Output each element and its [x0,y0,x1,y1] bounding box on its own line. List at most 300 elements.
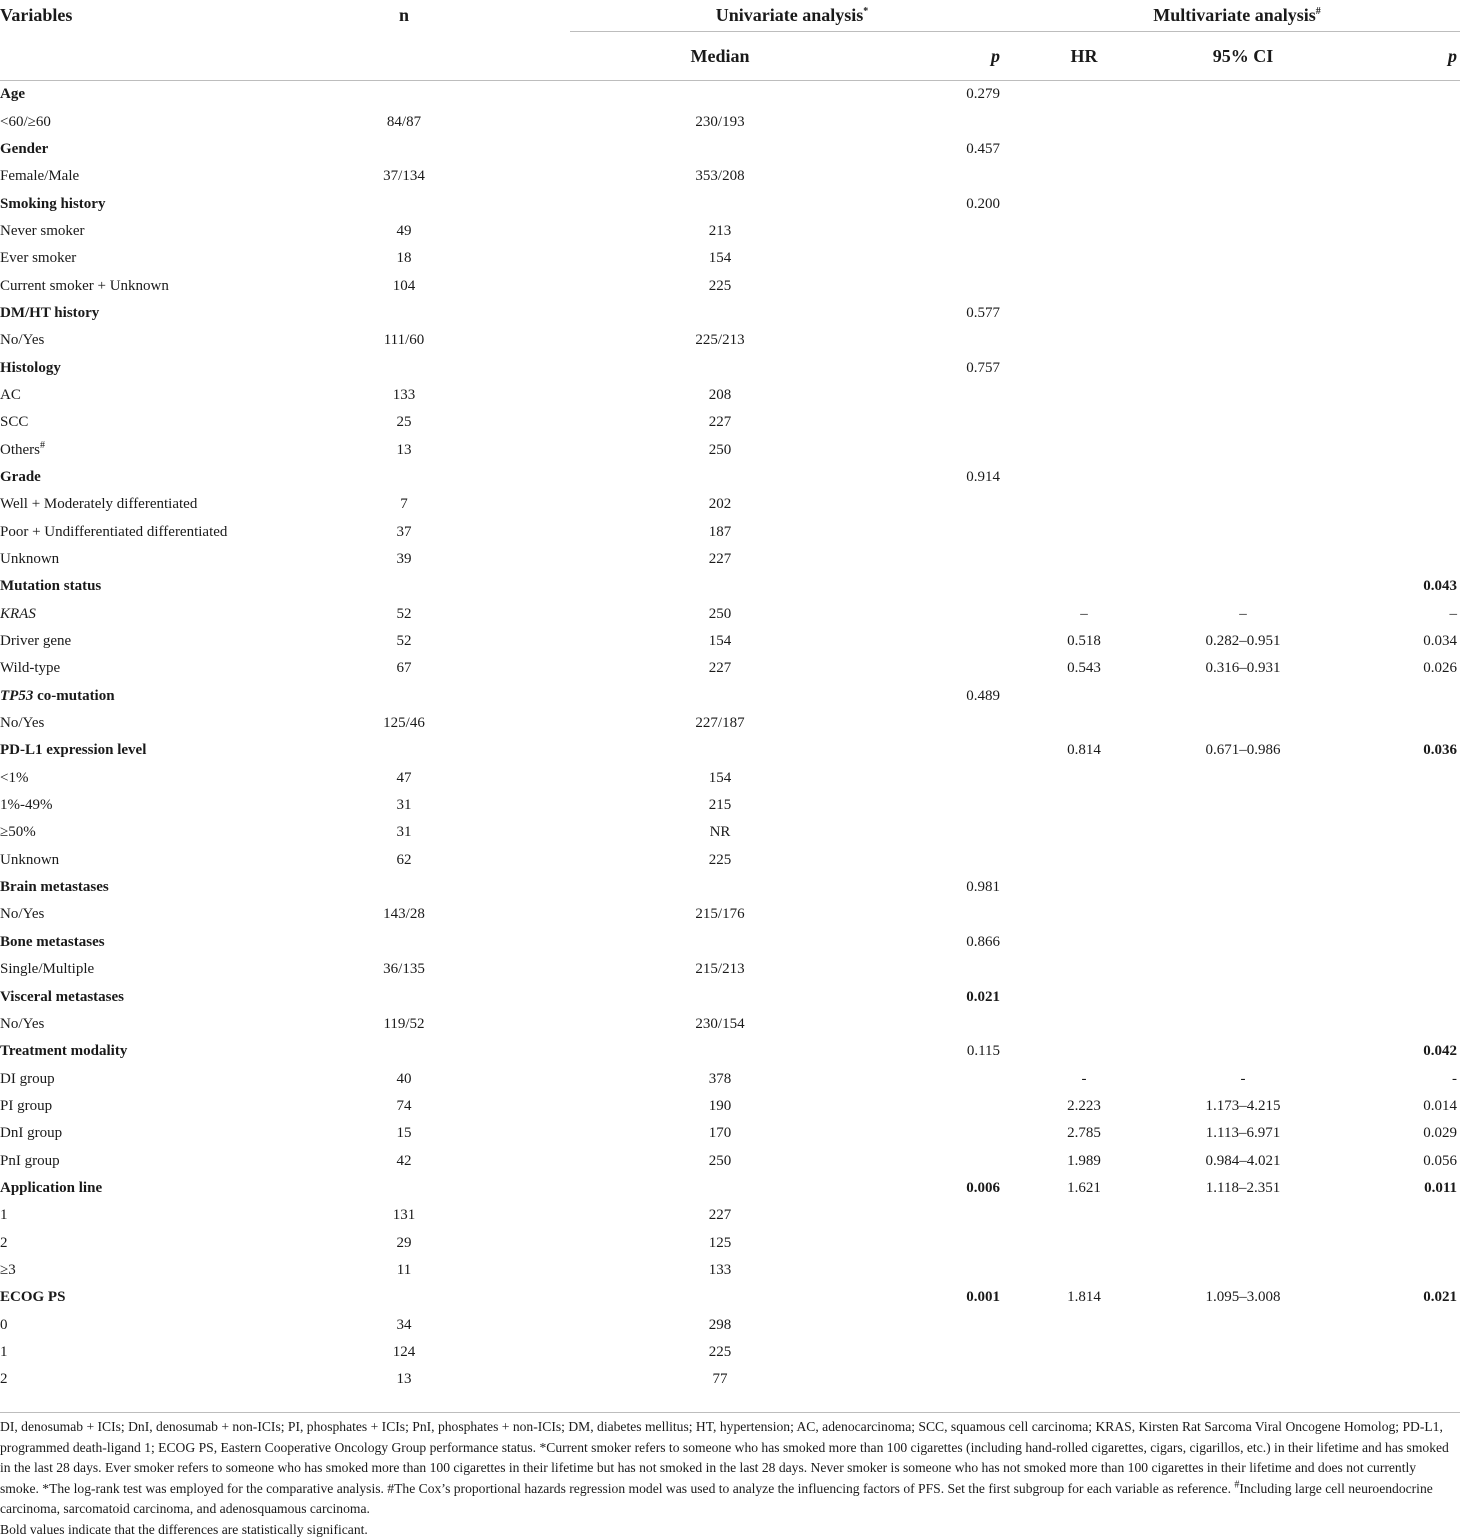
table-row [0,382,1460,409]
p-value-cell [870,108,1014,135]
spacer-cell [526,956,570,983]
median-header: Median [690,45,750,66]
median-cell: 227/187 [695,715,745,732]
variable-cell: ≥3 [0,1261,16,1278]
hr-ci-cell [1014,1175,1314,1202]
median-cell: 250 [708,441,732,458]
median-cell: 190 [708,1097,732,1114]
spacer-cell [526,1311,570,1338]
p2-value-cell [1314,136,1460,163]
variable-cell: Ever smoker [0,250,77,267]
p-value-cell [870,1065,1014,1092]
median-cell: 187 [708,523,732,540]
p-value-cell [870,272,1014,299]
n-cell: 25 [396,414,412,431]
median-cell [570,81,870,109]
hr-ci-cell [1014,1366,1314,1393]
median-cell [570,300,870,327]
p2-value-cell [1314,710,1460,737]
p2-value-cell [1314,1229,1460,1256]
p2-value-cell [1314,983,1460,1010]
spacer-cell [526,847,570,874]
p-value-cell [870,819,1014,846]
n-cell: 31 [396,824,412,841]
p2-value-cell [1314,300,1460,327]
p2-value-cell [1314,874,1460,901]
spacer-cell [526,1257,570,1284]
spacer-cell [526,1011,570,1038]
variables-header: Variables [0,5,73,26]
median-cell: 225 [708,851,732,868]
median-cell [570,1038,870,1065]
n-cell: 124 [392,1343,416,1360]
median-cell: 133 [708,1261,732,1278]
spacer-cell [526,300,570,327]
p-value-cell [870,1147,1014,1174]
hr-value: 0.518 [1067,633,1101,650]
spacer-cell [526,163,570,190]
variable-cell: Bone metastases [0,933,105,950]
p-value-cell [870,792,1014,819]
n-cell [282,874,526,901]
spacer-cell [526,1175,570,1202]
p-header: p [991,45,1001,66]
n-cell [282,464,526,491]
variable-cell: No/Yes [0,332,45,349]
variable-cell: DM/HT history [0,304,100,321]
p2-value-cell [1314,683,1460,710]
median-cell: 215/213 [695,961,745,978]
median-cell: 225 [708,277,732,294]
n-cell: 125/46 [383,715,425,732]
hr-ci-cell [1014,409,1314,436]
hr-ci-cell [1014,929,1314,956]
hr-ci-cell [1014,382,1314,409]
n-cell: 133 [392,386,416,403]
table-row [0,628,1460,655]
p2-value-cell [1314,1257,1460,1284]
spacer-cell [526,546,570,573]
p-value-cell [870,163,1014,190]
table-row [0,1202,1460,1229]
hr-ci-cell [1014,573,1314,600]
n-cell: 74 [396,1097,412,1114]
hr-value: – [1080,605,1088,622]
variable-cell: Gender [0,140,49,157]
spacer-cell [526,765,570,792]
p-value-cell [870,956,1014,983]
footnote-bold-note: Bold values indicate that the differences are statistically significant. [0,1521,368,1537]
n-cell: 119/52 [383,1015,425,1032]
p2-value-cell [1314,382,1460,409]
variable-cell: Driver gene [0,633,72,650]
variable-cell: Female/Male [0,168,80,185]
p2-value-cell: – [1449,605,1458,622]
p2-value-cell [1314,327,1460,354]
hr-ci-cell [1014,464,1314,491]
spacer-cell [526,327,570,354]
ci-value: 1.113–6.971 [1205,1125,1281,1142]
footnote-text-2: Including large cell neuroendocrine carcinoma, sarcomatoid carcinoma, and adenosquamous carcinoma. [0,1480,1433,1516]
p2-value-cell: 0.021 [1423,1289,1458,1306]
table-row [0,1011,1460,1038]
n-cell: 15 [396,1125,412,1142]
median-cell: 227 [708,1207,732,1224]
n-cell: 37/134 [383,168,425,185]
median-cell: 227 [708,551,732,568]
table-row [0,819,1460,846]
p-value-cell [870,409,1014,436]
ci-value: 1.095–3.008 [1205,1289,1281,1306]
hr-ci-cell [1014,245,1314,272]
table-row [0,436,1460,463]
hr-ci-cell [1014,737,1314,764]
hr-ci-cell [1014,108,1314,135]
n-cell: 131 [392,1207,416,1224]
n-cell [282,1038,526,1065]
median-cell [570,136,870,163]
table-group-row [0,683,1460,710]
n-cell: 62 [396,851,412,868]
hr-ci-cell [1014,1011,1314,1038]
hr-ci-cell [1014,601,1314,628]
p-value-cell [870,1011,1014,1038]
spacer-cell [526,354,570,381]
hr-ci-cell [1014,190,1314,217]
p-value-cell [870,1257,1014,1284]
p2-value-cell: 0.026 [1423,660,1458,677]
p2-value-cell [1314,1011,1460,1038]
p-value-cell: 0.279 [966,86,1001,103]
median-cell: 154 [708,633,732,650]
median-cell: 202 [708,496,732,513]
p2-value-cell: 0.011 [1424,1179,1458,1196]
hr-value: 0.543 [1067,660,1101,677]
p-value-cell: 0.914 [966,468,1001,485]
median-cell: 225 [708,1343,732,1360]
n-cell [282,929,526,956]
median-cell: 250 [708,1152,732,1169]
p-value-cell: 0.866 [966,933,1001,950]
hr-ci-cell [1014,901,1314,928]
median-cell [570,190,870,217]
table-group-row [0,1284,1460,1311]
p-value-cell [870,382,1014,409]
p2-value-cell: 0.042 [1423,1043,1458,1060]
p-value-cell [870,1311,1014,1338]
p2-value-cell [1314,108,1460,135]
variable-cell: Histology [0,359,61,376]
footnote [0,1417,1458,1540]
table-group-row [0,1038,1460,1065]
p-value-cell: 0.577 [966,304,1001,321]
n-cell: 143/28 [383,906,425,923]
median-cell: 225/213 [695,332,745,349]
median-cell: 154 [708,250,732,267]
variable-cell: No/Yes [0,715,45,732]
n-cell [282,683,526,710]
hr-ci-cell [1014,546,1314,573]
variable-cell: No/Yes [0,906,45,923]
spacer-cell [526,491,570,518]
median-cell: 170 [708,1125,732,1142]
spacer-cell [526,710,570,737]
median-cell [570,983,870,1010]
n-cell: 67 [396,660,412,677]
p-value-cell: 0.001 [966,1289,1001,1306]
p2-value-cell [1314,792,1460,819]
variable-cell: Unknown [0,551,60,568]
p-value-cell [870,1229,1014,1256]
spacer-cell [526,136,570,163]
median-cell [570,354,870,381]
median-cell: 298 [708,1316,732,1333]
p2-value-cell [1314,901,1460,928]
variable-cell: 0 [0,1316,8,1333]
hr-value: 0.814 [1067,742,1101,759]
n-cell [282,1175,526,1202]
variable-cell: Poor + Undifferentiated differentiated [0,523,228,540]
n-cell: 52 [396,605,412,622]
n-cell: 52 [396,633,412,650]
variable-cell: Treatment modality [0,1043,128,1060]
p2-value-cell: 0.036 [1423,742,1458,759]
variable-cell: Smoking history [0,195,106,212]
spacer-cell [526,1339,570,1366]
p-value-cell [870,519,1014,546]
n-cell: 40 [396,1070,412,1087]
n-cell [282,354,526,381]
median-cell [570,1284,870,1311]
median-cell: 378 [708,1070,732,1087]
multivariate-header: Multivariate analysis# [1014,0,1460,32]
hr-value: 2.785 [1067,1125,1101,1142]
hr-ci-cell [1014,491,1314,518]
p-value-cell [870,847,1014,874]
table-group-row [0,983,1460,1010]
variable-cell: Grade [0,468,41,485]
table-row [0,1065,1460,1092]
p2-value-cell: 0.056 [1423,1152,1458,1169]
n-cell: 49 [396,222,412,239]
spacer-cell [526,1065,570,1092]
table-group-row [0,874,1460,901]
n-cell: 31 [396,797,412,814]
p2-value-cell [1314,409,1460,436]
median-cell [570,683,870,710]
ci-value: 1.173–4.215 [1205,1097,1281,1114]
table-group-row [0,929,1460,956]
n-cell: 11 [396,1261,412,1278]
p-value-cell [870,327,1014,354]
table-row [0,519,1460,546]
p2-value-cell [1314,354,1460,381]
p-value-cell [870,601,1014,628]
hr-ci-cell [1014,1065,1314,1092]
table-row [0,108,1460,135]
variable-cell: PnI group [0,1152,60,1169]
n-cell: 18 [396,250,412,267]
n-cell: 47 [396,769,412,786]
hr-ci-cell [1014,1284,1314,1311]
hr-ci-cell [1014,519,1314,546]
n-cell: 36/135 [383,961,425,978]
n-cell: 39 [396,551,412,568]
table-row [0,218,1460,245]
table-row [0,847,1460,874]
hr-ci-cell [1014,327,1314,354]
p-value-cell [870,901,1014,928]
spacer-cell [526,1366,570,1393]
median-cell: 230/193 [695,113,745,130]
variable-cell: PI group [0,1097,53,1114]
p2-value-cell [1314,546,1460,573]
spacer-cell [526,901,570,928]
hr-ci-cell [1014,710,1314,737]
variable-cell: DI group [0,1070,55,1087]
hr-value: 1.989 [1067,1152,1101,1169]
variable-cell: 2 [0,1234,8,1251]
variable-cell: Current smoker + Unknown [0,277,169,294]
median-cell: 230/154 [695,1015,745,1032]
variable-cell: Age [0,86,25,103]
table-row [0,1339,1460,1366]
median-cell: 77 [712,1371,728,1388]
median-cell [570,464,870,491]
hr-ci-cell [1014,683,1314,710]
variable-cell: Others# [0,439,45,458]
median-cell [570,1175,870,1202]
spacer-cell [526,737,570,764]
hr-ci-cell [1014,81,1314,109]
p2-value-cell [1314,81,1460,109]
p2-value-cell: 0.034 [1423,633,1458,650]
p2-value-cell [1314,1202,1460,1229]
p-value-cell: 0.200 [966,195,1001,212]
ci-value: 0.316–0.931 [1205,660,1281,677]
spacer-cell [526,81,570,109]
table-group-row [0,136,1460,163]
n-cell: 13 [396,1371,412,1388]
header-row-2 [0,32,1460,81]
table-group-row [0,354,1460,381]
spacer-cell [526,1093,570,1120]
p2-value-cell [1314,1339,1460,1366]
p2-header: p [1448,45,1458,66]
spacer-cell [526,1229,570,1256]
n-cell [282,1284,526,1311]
spacer-cell [526,245,570,272]
p-value-cell [870,655,1014,682]
p2-value-cell [1314,956,1460,983]
variable-cell: PD-L1 expression level [0,742,147,759]
hr-ci-cell [1014,874,1314,901]
n-cell [282,190,526,217]
p-value-cell [870,1093,1014,1120]
median-cell: 213 [708,222,732,239]
p2-value-cell [1314,491,1460,518]
variable-cell: ECOG PS [0,1289,66,1306]
p-value-cell [870,436,1014,463]
n-cell [282,737,526,764]
variable-cell: SCC [0,414,29,431]
spacer-cell [526,272,570,299]
table-row [0,1257,1460,1284]
median-cell: 227 [708,414,732,431]
variable-cell: 1%-49% [0,797,53,814]
table-row [0,710,1460,737]
n-header: n [398,5,409,26]
spacer-cell [526,382,570,409]
table-row [0,245,1460,272]
ci-value: 1.118–2.351 [1205,1179,1281,1196]
variable-cell: DnI group [0,1125,63,1142]
p-value-cell: 0.006 [966,1179,1001,1196]
p-value-cell: 0.757 [966,359,1001,376]
spacer-cell [526,1038,570,1065]
median-cell: NR [709,824,731,841]
variable-cell: 2 [0,1371,8,1388]
p2-value-cell [1314,245,1460,272]
hr-ci-cell [1014,1147,1314,1174]
p-value-cell [870,1366,1014,1393]
n-cell: 104 [392,277,416,294]
hr-ci-cell [1014,1093,1314,1120]
spacer-cell [526,792,570,819]
p-value-cell [870,245,1014,272]
table-row [0,792,1460,819]
p-value-cell [870,1339,1014,1366]
variable-cell: AC [0,386,21,403]
p2-value-cell: - [1452,1070,1458,1087]
table-row [0,956,1460,983]
variable-cell: Mutation status [0,578,102,595]
median-cell: 227 [708,660,732,677]
table-row [0,409,1460,436]
hr-ci-cell [1014,792,1314,819]
table-group-row [0,81,1460,109]
p2-value-cell: 0.043 [1423,578,1458,595]
p2-value-cell [1314,519,1460,546]
variable-cell: <1% [0,769,29,786]
p2-value-cell [1314,436,1460,463]
variable-cell: No/Yes [0,1015,45,1032]
hr-ci-cell [1014,436,1314,463]
variable-cell: <60/≥60 [0,113,51,130]
hr-value: - [1081,1070,1087,1087]
table-row [0,327,1460,354]
table-row [0,272,1460,299]
n-cell: 34 [396,1316,412,1333]
hr-ci-cell [1014,300,1314,327]
hr-ci-cell [1014,765,1314,792]
p2-value-cell: 0.029 [1423,1125,1458,1142]
variable-cell: 1 [0,1343,8,1360]
median-cell: 250 [708,605,732,622]
n-cell: 42 [396,1152,412,1169]
p-value-cell: 0.021 [966,988,1001,1005]
table-row [0,1147,1460,1174]
hr-ci-cell [1014,1202,1314,1229]
hr-header: HR [1070,45,1098,66]
n-cell: 37 [396,523,412,540]
variable-cell: KRAS [0,605,36,622]
hr-ci-cell [1014,354,1314,381]
univariate-header: Univariate analysis* [570,0,1014,32]
table-row [0,601,1460,628]
n-cell: 111/60 [383,332,425,349]
hr-ci-cell [1014,163,1314,190]
